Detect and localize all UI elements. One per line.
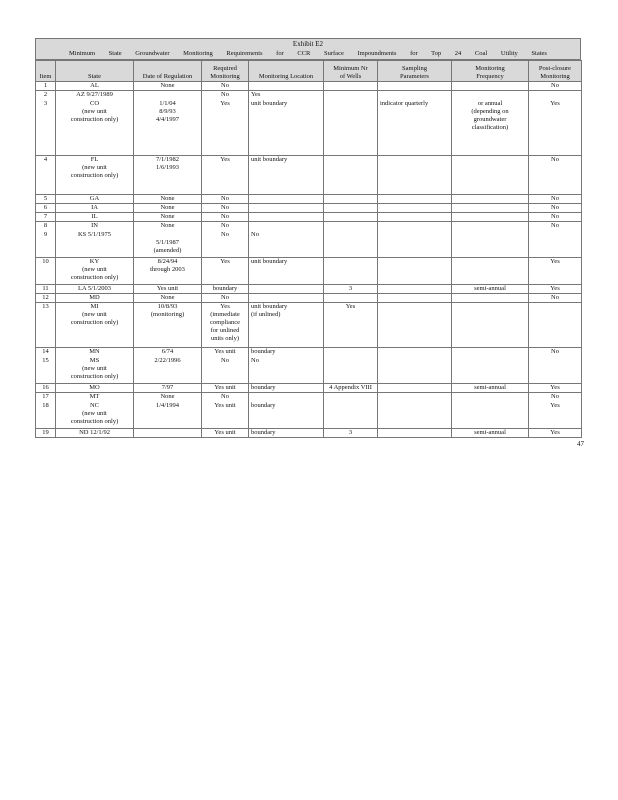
table-cell: boundary bbox=[249, 384, 324, 393]
table-cell: No bbox=[202, 357, 249, 384]
table-cell: No bbox=[529, 222, 582, 231]
table-cell: 17 bbox=[36, 393, 56, 402]
table-cell bbox=[324, 393, 378, 402]
table-cell bbox=[249, 222, 324, 231]
column-header: Monitoring Location bbox=[249, 61, 324, 82]
table-cell: No bbox=[202, 91, 249, 100]
table-cell: No bbox=[529, 204, 582, 213]
table-cell: None bbox=[134, 213, 202, 222]
column-header: Minimum Nr of Wells bbox=[324, 61, 378, 82]
table-cell bbox=[378, 294, 452, 303]
table-cell: unit boundary bbox=[249, 258, 324, 285]
table-cell: 11 bbox=[36, 285, 56, 294]
table-cell: 13 bbox=[36, 303, 56, 348]
table-cell: AL bbox=[56, 82, 134, 91]
table-cell: No bbox=[529, 348, 582, 357]
table-cell: 1/4/1994 bbox=[134, 402, 202, 429]
table-cell: No bbox=[202, 213, 249, 222]
table-cell: None bbox=[134, 393, 202, 402]
table-cell bbox=[452, 258, 529, 285]
table-cell: No bbox=[202, 294, 249, 303]
table-cell bbox=[378, 384, 452, 393]
page-number: 47 bbox=[577, 440, 584, 448]
table-cell bbox=[324, 258, 378, 285]
table-cell: Yes bbox=[202, 258, 249, 285]
table-cell: 4 Appendix VIII bbox=[324, 384, 378, 393]
table-cell: 6/74 bbox=[134, 348, 202, 357]
table-cell: semi-annual bbox=[452, 429, 529, 438]
table-cell: Yes unit bbox=[202, 384, 249, 393]
table-cell: Yes bbox=[202, 156, 249, 195]
table-cell bbox=[249, 195, 324, 204]
table-cell bbox=[249, 393, 324, 402]
table-cell bbox=[324, 222, 378, 231]
table-cell: 10/8/93 (monitoring) bbox=[134, 303, 202, 348]
table-cell bbox=[324, 402, 378, 429]
table-cell bbox=[378, 91, 452, 100]
table-cell: 7/97 bbox=[134, 384, 202, 393]
table-cell: IA bbox=[56, 204, 134, 213]
table-row bbox=[36, 231, 582, 258]
table-cell bbox=[529, 357, 582, 384]
table-cell: Yes bbox=[529, 384, 582, 393]
table-cell: ND 12/1/92 bbox=[56, 429, 134, 438]
column-header: Date of Regulation bbox=[134, 61, 202, 82]
table-cell: KY (new unit construction only) bbox=[56, 258, 134, 285]
table-cell bbox=[249, 82, 324, 91]
table-cell: None bbox=[134, 82, 202, 91]
table-cell: unit boundary bbox=[249, 100, 324, 156]
table-cell: 15 bbox=[36, 357, 56, 384]
table-row bbox=[36, 303, 582, 348]
table-cell: No bbox=[249, 357, 324, 384]
table-cell: Yes unit bbox=[134, 285, 202, 294]
table-cell bbox=[378, 213, 452, 222]
table-cell bbox=[452, 303, 529, 348]
table-row bbox=[36, 91, 582, 100]
table-cell: Yes bbox=[529, 402, 582, 429]
table-cell bbox=[378, 231, 452, 258]
table-cell: boundary bbox=[249, 429, 324, 438]
table-cell: unit boundary bbox=[249, 156, 324, 195]
column-header: Item bbox=[36, 61, 56, 82]
table-cell bbox=[378, 258, 452, 285]
table-cell bbox=[378, 156, 452, 195]
table-cell: semi-annual bbox=[452, 285, 529, 294]
table-cell bbox=[378, 195, 452, 204]
table-cell bbox=[452, 348, 529, 357]
table-cell: MN bbox=[56, 348, 134, 357]
table-cell: MS (new unit construction only) bbox=[56, 357, 134, 384]
table-cell: None bbox=[134, 294, 202, 303]
table-cell bbox=[452, 402, 529, 429]
table-cell: No bbox=[202, 222, 249, 231]
table-cell bbox=[452, 213, 529, 222]
table-cell bbox=[529, 303, 582, 348]
column-header: State bbox=[56, 61, 134, 82]
table-cell: None bbox=[134, 195, 202, 204]
table-cell bbox=[378, 82, 452, 91]
table-cell: 5 bbox=[36, 195, 56, 204]
table-cell: 2/22/1996 bbox=[134, 357, 202, 384]
table-row bbox=[36, 195, 582, 204]
table-row bbox=[36, 348, 582, 357]
table-row bbox=[36, 384, 582, 393]
table-cell bbox=[378, 357, 452, 384]
table-row bbox=[36, 204, 582, 213]
table-cell: 16 bbox=[36, 384, 56, 393]
table-cell bbox=[324, 82, 378, 91]
table-row bbox=[36, 100, 582, 156]
table-cell: None bbox=[134, 222, 202, 231]
table-cell: 9 bbox=[36, 231, 56, 258]
table-cell bbox=[249, 213, 324, 222]
table-cell bbox=[529, 91, 582, 100]
table-row bbox=[36, 285, 582, 294]
table-cell bbox=[378, 222, 452, 231]
requirements-table bbox=[35, 60, 582, 438]
table-cell: MO bbox=[56, 384, 134, 393]
column-header: Sampling Parameters bbox=[378, 61, 452, 82]
table-header-row bbox=[36, 61, 582, 82]
table-cell bbox=[378, 393, 452, 402]
table-cell bbox=[452, 82, 529, 91]
table-cell: 5/1/1987 (amended) bbox=[134, 231, 202, 258]
table-cell: Yes bbox=[529, 258, 582, 285]
table-cell: No bbox=[202, 82, 249, 91]
table-cell: Yes (immediate compliance for unlined units only) bbox=[202, 303, 249, 348]
table-cell bbox=[452, 393, 529, 402]
table-cell: 14 bbox=[36, 348, 56, 357]
column-header: Monitoring Frequency bbox=[452, 61, 529, 82]
table-cell: No bbox=[529, 195, 582, 204]
table-cell: FL (new unit construction only) bbox=[56, 156, 134, 195]
table-cell: No bbox=[202, 204, 249, 213]
table-cell: CO (new unit construction only) bbox=[56, 100, 134, 156]
table-cell bbox=[324, 91, 378, 100]
table-cell bbox=[378, 348, 452, 357]
table-cell: Yes unit bbox=[202, 429, 249, 438]
table-cell: 19 bbox=[36, 429, 56, 438]
table-cell: KS 5/1/1975 bbox=[56, 231, 134, 258]
table-cell: No bbox=[202, 195, 249, 204]
table-cell: 3 bbox=[36, 100, 56, 156]
table-cell bbox=[378, 204, 452, 213]
table-cell bbox=[324, 156, 378, 195]
table-row bbox=[36, 213, 582, 222]
table-cell: 8 bbox=[36, 222, 56, 231]
table-cell bbox=[452, 195, 529, 204]
table-cell: LA 5/1/2003 bbox=[56, 285, 134, 294]
table-row bbox=[36, 222, 582, 231]
column-header: Post-closure Monitoring bbox=[529, 61, 582, 82]
table-cell: or annual (depending on groundwater classification) bbox=[452, 100, 529, 156]
table-cell: 10 bbox=[36, 258, 56, 285]
table-cell: No bbox=[249, 231, 324, 258]
table-cell: 1/1/04 8/9/93 4/4/1997 bbox=[134, 100, 202, 156]
table-cell: No bbox=[202, 231, 249, 258]
table-cell: MI (new unit construction only) bbox=[56, 303, 134, 348]
exhibit-header bbox=[35, 38, 581, 60]
table-cell: boundary bbox=[202, 285, 249, 294]
table-cell: Yes bbox=[324, 303, 378, 348]
table-cell: GA bbox=[56, 195, 134, 204]
table-cell bbox=[249, 294, 324, 303]
table-cell: 3 bbox=[324, 429, 378, 438]
table-cell: None bbox=[134, 204, 202, 213]
table-cell: No bbox=[529, 294, 582, 303]
table-cell: No bbox=[529, 213, 582, 222]
table-cell: No bbox=[529, 393, 582, 402]
table-cell: MD bbox=[56, 294, 134, 303]
table-cell bbox=[134, 429, 202, 438]
table-cell bbox=[452, 91, 529, 100]
table-cell: 6 bbox=[36, 204, 56, 213]
table-cell: AZ 9/27/1989 bbox=[56, 91, 134, 100]
table-cell bbox=[452, 222, 529, 231]
table-cell bbox=[378, 429, 452, 438]
table-row bbox=[36, 258, 582, 285]
table-cell: IN bbox=[56, 222, 134, 231]
table-cell bbox=[324, 213, 378, 222]
table-row bbox=[36, 393, 582, 402]
table-cell: NC (new unit construction only) bbox=[56, 402, 134, 429]
table-cell bbox=[324, 348, 378, 357]
table-cell: IL bbox=[56, 213, 134, 222]
table-cell: indicator quarterly bbox=[378, 100, 452, 156]
table-cell bbox=[452, 204, 529, 213]
table-cell bbox=[452, 294, 529, 303]
table-body bbox=[36, 82, 582, 438]
table-cell: boundary bbox=[249, 348, 324, 357]
table-cell: 18 bbox=[36, 402, 56, 429]
table-cell: Yes bbox=[529, 100, 582, 156]
table-cell: 12 bbox=[36, 294, 56, 303]
table-cell: Yes bbox=[529, 285, 582, 294]
exhibit-title: Exhibit E2 bbox=[292, 40, 324, 48]
table-cell bbox=[324, 294, 378, 303]
table-cell: 4 bbox=[36, 156, 56, 195]
column-header: Required Monitoring bbox=[202, 61, 249, 82]
table-cell: Yes bbox=[249, 91, 324, 100]
table-cell: MT bbox=[56, 393, 134, 402]
table-cell: 7 bbox=[36, 213, 56, 222]
table-cell bbox=[324, 100, 378, 156]
table-cell: 7/1/1982 1/6/1993 bbox=[134, 156, 202, 195]
table-cell bbox=[249, 204, 324, 213]
table-row bbox=[36, 429, 582, 438]
table-row bbox=[36, 357, 582, 384]
table-cell: boundary bbox=[249, 402, 324, 429]
table-row bbox=[36, 156, 582, 195]
table-cell bbox=[452, 156, 529, 195]
table-cell bbox=[378, 303, 452, 348]
table-cell bbox=[324, 195, 378, 204]
table-cell bbox=[378, 285, 452, 294]
exhibit-subtitle: Minimum State Groundwater Monitoring Requirements for CCR Surface Impoundments for Top 24 Coal Utility States bbox=[69, 50, 547, 57]
table-cell bbox=[134, 91, 202, 100]
table-cell: 3 bbox=[324, 285, 378, 294]
table-cell: unit boundary (if unlined) bbox=[249, 303, 324, 348]
table-row bbox=[36, 294, 582, 303]
table-cell: 1 bbox=[36, 82, 56, 91]
table-cell bbox=[249, 285, 324, 294]
table-cell: Yes bbox=[202, 100, 249, 156]
table-cell: 2 bbox=[36, 91, 56, 100]
table-cell bbox=[452, 357, 529, 384]
table-row bbox=[36, 82, 582, 91]
table-cell bbox=[452, 231, 529, 258]
table-cell: 8/24/94 through 2003 bbox=[134, 258, 202, 285]
table-cell bbox=[378, 402, 452, 429]
table-cell bbox=[324, 204, 378, 213]
table-cell: semi-annual bbox=[452, 384, 529, 393]
table-row bbox=[36, 402, 582, 429]
table-cell: Yes bbox=[529, 429, 582, 438]
table-cell: Yes unit bbox=[202, 348, 249, 357]
table-cell: No bbox=[529, 156, 582, 195]
table-cell: Yes unit bbox=[202, 402, 249, 429]
table-cell: No bbox=[529, 82, 582, 91]
table-cell: No bbox=[202, 393, 249, 402]
table-cell bbox=[324, 231, 378, 258]
table-cell bbox=[324, 357, 378, 384]
table-cell bbox=[529, 231, 582, 258]
